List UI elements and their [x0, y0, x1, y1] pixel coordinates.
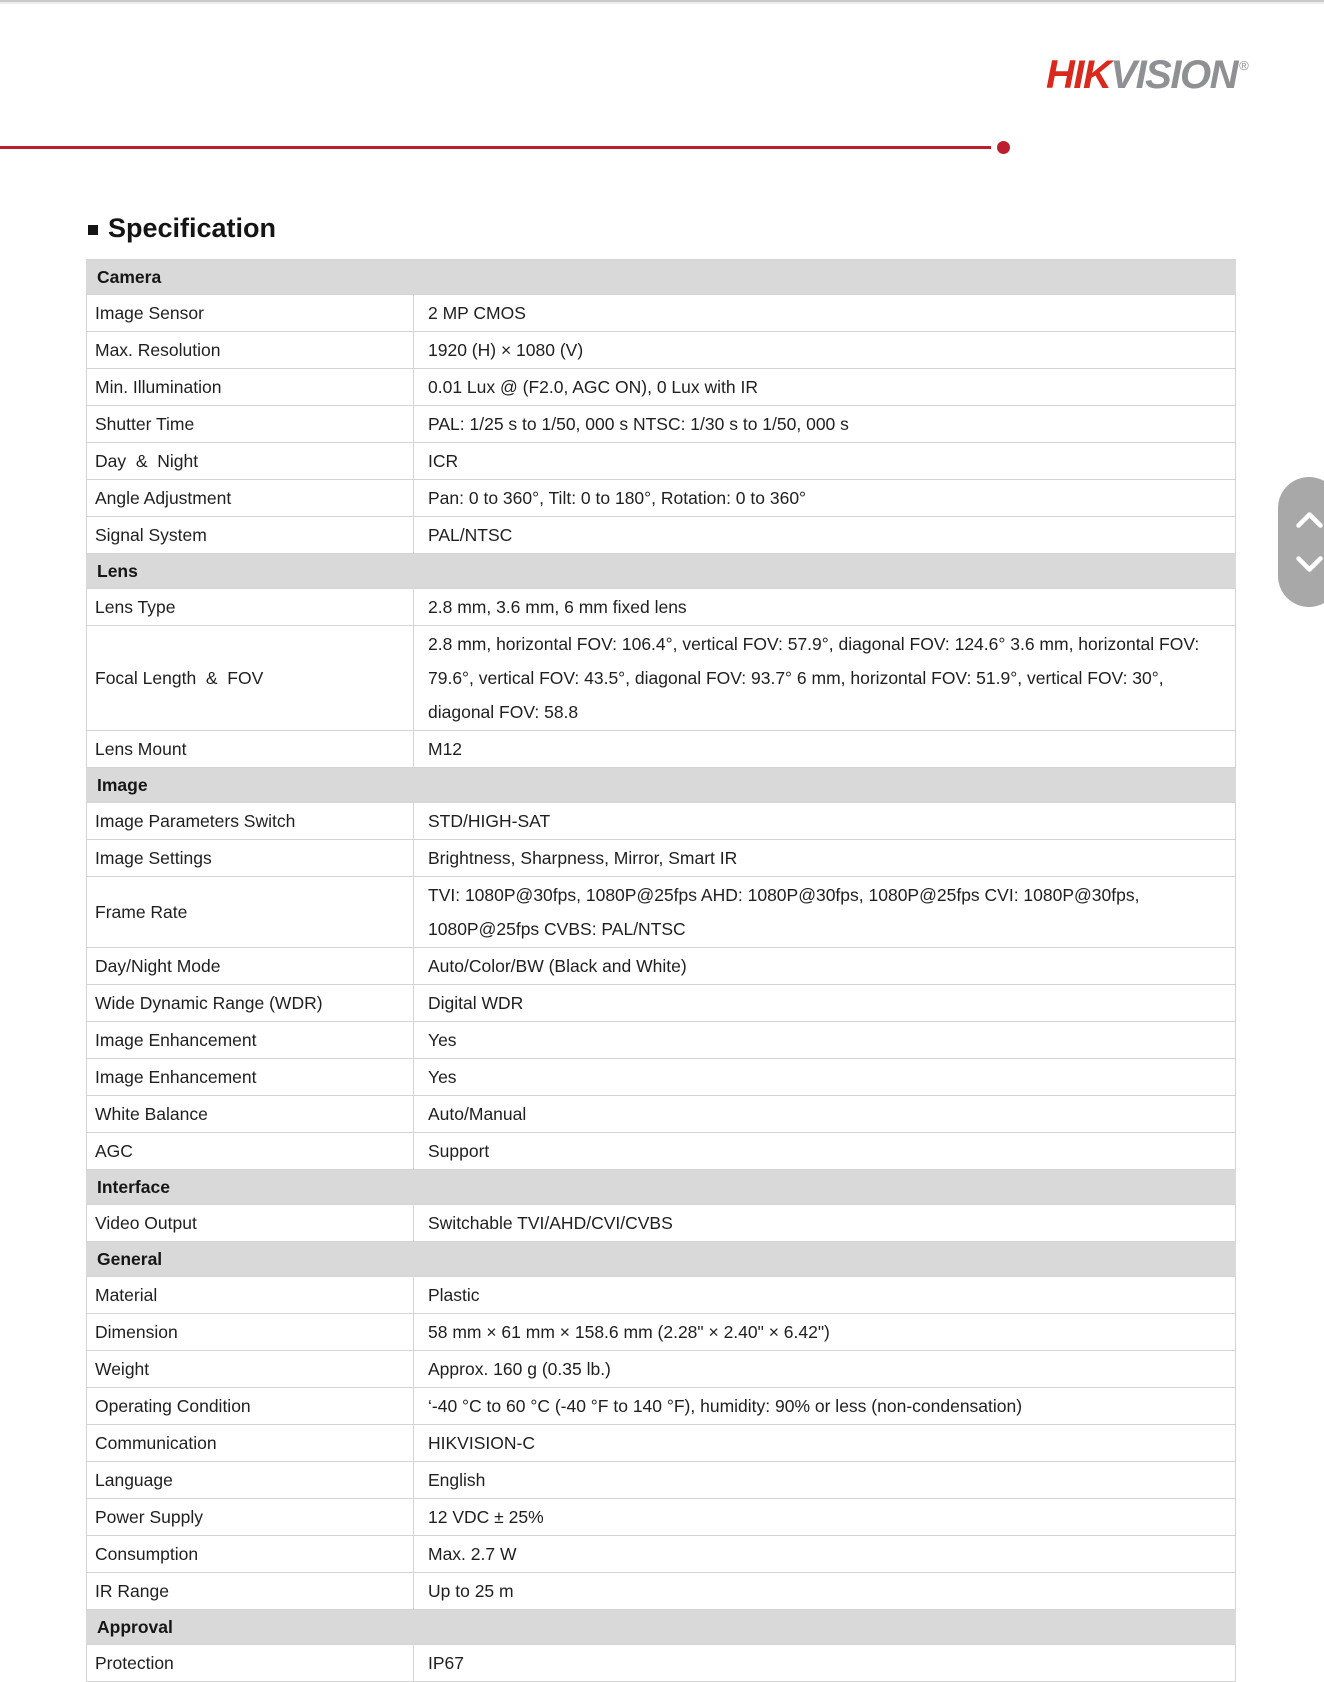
spec-value-cell: 0.01 Lux @ (F2.0, AGC ON), 0 Lux with IR [414, 369, 1236, 406]
spec-label-cell: Angle Adjustment [87, 480, 414, 517]
spec-row [87, 1536, 1236, 1573]
page-title-text: Specification [108, 213, 277, 243]
spec-label-cell: Operating Condition [87, 1388, 414, 1425]
scroll-down-button[interactable] [1296, 556, 1323, 573]
spec-label-cell: Lens Mount [87, 731, 414, 768]
logo-vision-text: VISION [1110, 53, 1237, 97]
spec-value-cell: PAL: 1/25 s to 1/50, 000 s NTSC: 1/30 s to 1/50, 000 s [414, 406, 1236, 443]
page-top-edge [0, 0, 1324, 4]
section-title: Image [87, 768, 1236, 803]
spec-row [87, 1096, 1236, 1133]
spec-row [87, 406, 1236, 443]
spec-label-cell: Frame Rate [87, 877, 414, 948]
spec-row [87, 1499, 1236, 1536]
spec-label-cell: Image Parameters Switch [87, 803, 414, 840]
spec-label-cell: Min. Illumination [87, 369, 414, 406]
spec-row [87, 332, 1236, 369]
spec-table-body [87, 260, 1236, 1682]
spec-row [87, 517, 1236, 554]
section-row [87, 768, 1236, 803]
spec-label-cell: IR Range [87, 1573, 414, 1610]
red-divider-end-dot [997, 141, 1010, 154]
spec-label-cell: Language [87, 1462, 414, 1499]
spec-row [87, 369, 1236, 406]
spec-row [87, 1059, 1236, 1096]
spec-row [87, 1351, 1236, 1388]
spec-value-cell: Brightness, Sharpness, Mirror, Smart IR [414, 840, 1236, 877]
spec-row [87, 1205, 1236, 1242]
spec-value-cell: Yes [414, 1059, 1236, 1096]
spec-row [87, 626, 1236, 731]
spec-label-cell: Day/Night Mode [87, 948, 414, 985]
spec-label-cell: Focal Length & FOV [87, 626, 414, 731]
spec-value-cell: ICR [414, 443, 1236, 480]
spec-row [87, 840, 1236, 877]
hikvision-logo [1046, 55, 1249, 95]
spec-label-cell: Image Enhancement [87, 1022, 414, 1059]
spec-label-cell: Video Output [87, 1205, 414, 1242]
spec-value-cell: Max. 2.7 W [414, 1536, 1236, 1573]
spec-row [87, 985, 1236, 1022]
section-title: General [87, 1242, 1236, 1277]
spec-label-cell: AGC [87, 1133, 414, 1170]
scroll-up-button[interactable] [1296, 511, 1323, 528]
spec-value-cell: Switchable TVI/AHD/CVI/CVBS [414, 1205, 1236, 1242]
spec-row [87, 589, 1236, 626]
spec-value-cell: English [414, 1462, 1236, 1499]
section-row [87, 260, 1236, 295]
spec-row [87, 948, 1236, 985]
spec-label-cell: Communication [87, 1425, 414, 1462]
spec-row [87, 443, 1236, 480]
registered-mark-icon: ® [1238, 58, 1249, 73]
spec-value-cell: 12 VDC ± 25% [414, 1499, 1236, 1536]
spec-label-cell: Image Settings [87, 840, 414, 877]
spec-value-cell: Plastic [414, 1277, 1236, 1314]
spec-label-cell: Protection [87, 1645, 414, 1682]
spec-row [87, 295, 1236, 332]
section-row [87, 1610, 1236, 1645]
section-title: Interface [87, 1170, 1236, 1205]
spec-label-cell: Shutter Time [87, 406, 414, 443]
section-title: Lens [87, 554, 1236, 589]
spec-value-cell: Up to 25 m [414, 1573, 1236, 1610]
spec-row [87, 1645, 1236, 1682]
spec-label-cell: Lens Type [87, 589, 414, 626]
spec-label-cell: Power Supply [87, 1499, 414, 1536]
logo-hik-text: HIK [1046, 53, 1111, 97]
chevron-down-icon [1296, 556, 1323, 573]
section-row [87, 554, 1236, 589]
spec-value-cell: 2.8 mm, 3.6 mm, 6 mm fixed lens [414, 589, 1236, 626]
spec-value-cell: Yes [414, 1022, 1236, 1059]
spec-value-cell: 1920 (H) × 1080 (V) [414, 332, 1236, 369]
spec-row [87, 1022, 1236, 1059]
spec-value-cell: Auto/Manual [414, 1096, 1236, 1133]
spec-label-cell: White Balance [87, 1096, 414, 1133]
spec-table [86, 259, 1236, 1682]
spec-value-cell: Pan: 0 to 360°, Tilt: 0 to 180°, Rotation: 0 to 360° [414, 480, 1236, 517]
spec-row [87, 1133, 1236, 1170]
spec-value-cell: HIKVISION-C [414, 1425, 1236, 1462]
spec-label-cell: Day & Night [87, 443, 414, 480]
spec-label-cell: Image Enhancement [87, 1059, 414, 1096]
spec-value-cell: PAL/NTSC [414, 517, 1236, 554]
spec-label-cell: Max. Resolution [87, 332, 414, 369]
chevron-up-icon [1296, 511, 1323, 528]
spec-row [87, 1277, 1236, 1314]
spec-value-cell: TVI: 1080P@30fps, 1080P@25fps AHD: 1080P@30fps, 1080P@25fps CVI: 1080P@30fps, 1080P@25fps CVBS: PAL/NTSC [414, 877, 1236, 948]
spec-row [87, 731, 1236, 768]
spec-row [87, 1425, 1236, 1462]
spec-value-cell: 58 mm × 61 mm × 158.6 mm (2.28" × 2.40" × 6.42") [414, 1314, 1236, 1351]
spec-value-cell: Digital WDR [414, 985, 1236, 1022]
spec-value-cell: M12 [414, 731, 1236, 768]
spec-value-cell: STD/HIGH-SAT [414, 803, 1236, 840]
spec-row [87, 803, 1236, 840]
spec-value-cell: Approx. 160 g (0.35 lb.) [414, 1351, 1236, 1388]
spec-row [87, 1573, 1236, 1610]
section-row [87, 1242, 1236, 1277]
section-title: Approval [87, 1610, 1236, 1645]
spec-row [87, 1388, 1236, 1425]
spec-value-cell: Auto/Color/BW (Black and White) [414, 948, 1236, 985]
scroll-widget[interactable] [1278, 477, 1324, 607]
spec-label-cell: Material [87, 1277, 414, 1314]
spec-row [87, 1314, 1236, 1351]
red-divider-line [0, 146, 991, 149]
spec-label-cell: Wide Dynamic Range (WDR) [87, 985, 414, 1022]
spec-label-cell: Image Sensor [87, 295, 414, 332]
spec-label-cell: Signal System [87, 517, 414, 554]
spec-value-cell: IP67 [414, 1645, 1236, 1682]
spec-label-cell: Dimension [87, 1314, 414, 1351]
spec-value-cell: Support [414, 1133, 1236, 1170]
spec-value-cell: ‘-40 °C to 60 °C (-40 °F to 140 °F), humidity: 90% or less (non-condensation) [414, 1388, 1236, 1425]
spec-row [87, 480, 1236, 517]
spec-label-cell: Consumption [87, 1536, 414, 1573]
page-title [88, 214, 276, 244]
spec-value-cell: 2 MP CMOS [414, 295, 1236, 332]
spec-row [87, 877, 1236, 948]
section-row [87, 1170, 1236, 1205]
section-title: Camera [87, 260, 1236, 295]
spec-label-cell: Weight [87, 1351, 414, 1388]
spec-row [87, 1462, 1236, 1499]
bullet-square-icon [88, 225, 98, 235]
spec-value-cell: 2.8 mm, horizontal FOV: 106.4°, vertical FOV: 57.9°, diagonal FOV: 124.6° 3.6 mm, horizontal FOV: 79.6°, vertical FOV: 43.5°, diagonal FOV: 93.7° 6 mm, horizontal FOV: 51.9°, vertical FOV: 30°, diagonal FOV: 58.8 [414, 626, 1236, 731]
